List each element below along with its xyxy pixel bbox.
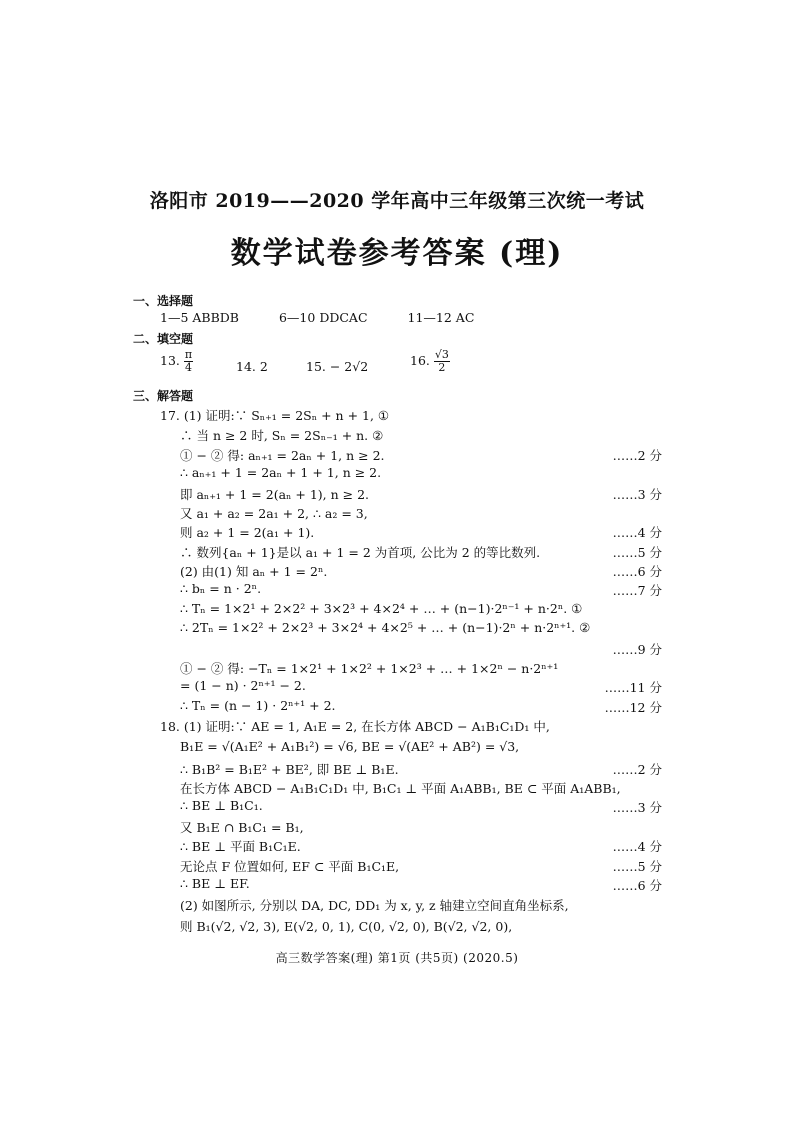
q16-label: 16. [410,353,430,368]
solution-line [180,465,662,484]
solution-line [180,857,662,876]
solution-line [180,739,662,758]
line-score: ……7 分 [612,583,662,598]
solution-line [180,837,662,856]
solution-line [180,620,662,639]
solution-line [180,917,662,936]
choice-group-2: 6—10 DDCAC [278,310,368,325]
solution-line [180,678,662,697]
line-score: ……3 分 [612,487,662,502]
line-text: 则 B₁(√2, √2, 3), E(√2, 0, 1), C(0, √2, 0), B(√2, √2, 0), [180,919,513,934]
line-text: 则 a₂ + 1 = 2(a₁ + 1). [180,525,315,540]
line-text: ∴ 2Tₙ = 1×2² + 2×2³ + 3×2⁴ + 4×2⁵ + … + (n−1)·2ⁿ + n·2ⁿ⁺¹. ② [180,620,591,635]
line-text: ∴ BE ⊥ B₁C₁. [180,798,263,813]
line-text: ① − ② 得: aₙ₊₁ = 2aₙ + 1, n ≥ 2. [180,448,385,463]
line-text: ∴ Tₙ = (n − 1) · 2ⁿ⁺¹ + 2. [180,698,336,713]
line-text: 在长方体 ABCD − A₁B₁C₁D₁ 中, B₁C₁ ⊥ 平面 A₁ABB₁, BE ⊂ 平面 A₁ABB₁, [180,781,621,796]
line-score: ……4 分 [612,525,662,540]
solution-line [180,798,662,817]
fill-answer-13 [160,349,193,374]
line-text: ∴ 当 n ≥ 2 时, Sₙ = 2Sₙ₋₁ + n. ② [180,428,384,443]
solution-line [180,543,662,562]
solution-line [180,601,662,620]
solution-line [180,581,662,600]
fill-answer-15: 15. − 2√2 [306,359,369,374]
line-score: ……4 分 [612,839,662,854]
q13-denominator: 4 [184,361,192,374]
line-text: ∴ Tₙ = 1×2¹ + 2×2² + 3×2³ + 4×2⁴ + … + (n−1)·2ⁿ⁻¹ + n·2ⁿ. ① [180,601,583,616]
line-score: ……5 分 [612,859,662,874]
q16-numerator: √3 [434,348,449,361]
line-text: ∴ B₁B² = B₁E² + BE², 即 BE ⊥ B₁E. [180,762,399,777]
line-score: ……12 分 [604,700,662,715]
section-solve-heading: 三、解答题 [133,389,194,403]
choice-group-3: 11—12 AC [407,310,475,325]
line-score: ……3 分 [612,800,662,815]
line-score: ……2 分 [612,762,662,777]
line-text: ∴ 数列{aₙ + 1}是以 a₁ + 1 = 2 为首项, 公比为 2 的等比数列. [180,545,541,560]
line-text: 无论点 F 位置如何, EF ⊂ 平面 B₁C₁E, [180,859,400,874]
choice-answers [160,310,510,325]
line-text: 又 a₁ + a₂ = 2a₁ + 2, ∴ a₂ = 3, [180,506,368,521]
solution-line [180,760,662,779]
line-text: 18. (1) 证明:∵ AE = 1, A₁E = 2, 在长方体 ABCD − A₁B₁C₁D₁ 中, [160,719,550,734]
choice-group-1: 1—5 ABBDB [160,310,239,325]
line-text: 17. (1) 证明:∵ Sₙ₊₁ = 2Sₙ + n + 1, ① [160,408,390,423]
q16-denominator: 2 [438,361,446,374]
exam-title: 洛阳市 2019——2020 学年高中三年级第三次统一考试 [149,190,645,212]
solution-line [180,562,662,581]
solution-line [160,406,662,425]
line-text: 即 aₙ₊₁ + 1 = 2(aₙ + 1), n ≥ 2. [180,487,370,502]
line-text: ① − ② 得: −Tₙ = 1×2¹ + 1×2² + 1×2³ + … + 1×2ⁿ − n·2ⁿ⁺¹ [180,661,559,676]
line-score: ……6 分 [612,564,662,579]
q13-numerator: π [184,348,193,361]
section-fill-heading: 二、填空题 [133,332,194,346]
solution-line [180,876,662,895]
solution-line [180,504,662,523]
solution-line [180,523,662,542]
line-text: ∴ BE ⊥ EF. [180,876,250,891]
line-text: B₁E = √(A₁E² + A₁B₁²) = √6, BE = √(AE² + AB²) = √3, [180,739,520,754]
solution-line [180,446,662,465]
q13-label: 13. [160,353,180,368]
line-score: ……5 分 [612,545,662,560]
line-text: 又 B₁E ∩ B₁C₁ = B₁, [180,820,304,835]
q13-fraction [184,349,193,374]
answer-title: 数学试卷参考答案 (理) [230,236,564,271]
solution-line [180,659,662,678]
line-text: = (1 − n) · 2ⁿ⁺¹ − 2. [180,678,306,693]
q16-fraction [434,349,450,374]
solution-line [180,485,662,504]
fill-answer-14: 14. 2 [236,359,268,374]
fill-answer-16 [410,349,450,374]
line-score: ……2 分 [612,448,662,463]
line-score: ……9 分 [612,642,662,657]
line-score: ……6 分 [612,878,662,893]
solution-line [180,698,662,717]
solution-line [180,640,662,659]
solution-line [180,896,662,915]
solution-line [180,779,662,798]
page-footer: 高三数学答案(理) 第1页 (共5页) (2020.5) [275,951,519,965]
solution-line [180,426,662,445]
line-text: (2) 由(1) 知 aₙ + 1 = 2ⁿ. [180,564,328,579]
line-score: ……11 分 [604,680,662,695]
line-text: ∴ aₙ₊₁ + 1 = 2aₙ + 1 + 1, n ≥ 2. [180,465,382,480]
line-text: ∴ BE ⊥ 平面 B₁C₁E. [180,839,301,854]
solution-line [160,717,662,736]
section-choice-heading: 一、选择题 [133,294,194,308]
line-text: (2) 如图所示, 分别以 DA, DC, DD₁ 为 x, y, z 轴建立空间直角坐标系, [180,898,569,913]
line-text: ∴ bₙ = n · 2ⁿ. [180,581,262,596]
solution-line [180,818,662,837]
